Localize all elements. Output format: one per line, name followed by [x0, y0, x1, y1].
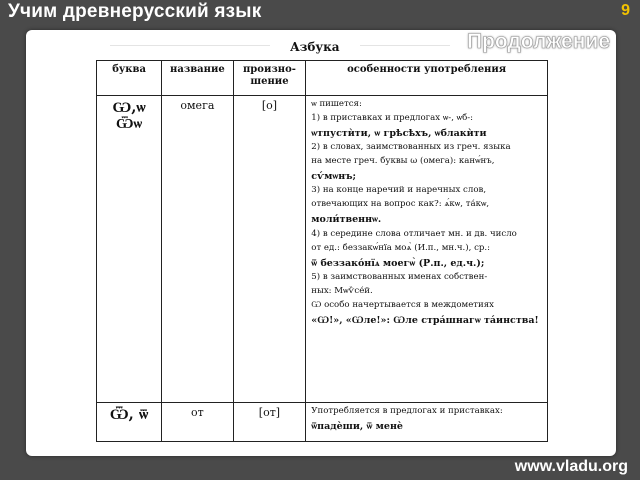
letter-cell — [97, 403, 162, 442]
usage-line: 2) в словах, заимствованных из греч. языка — [311, 142, 511, 153]
column-header-pronunciation: произно-шение — [233, 61, 306, 96]
table-row — [97, 96, 548, 403]
usage-line: Употребляется в предлогах и приставках: — [311, 406, 503, 416]
document-heading: Азбука — [290, 40, 340, 54]
page-number: 9 — [621, 2, 630, 19]
table-row — [97, 403, 548, 442]
letter-name-cell: омега — [162, 96, 234, 403]
letter-glyph: Ѿ, ѿ — [109, 405, 149, 423]
usage-cell — [306, 96, 548, 403]
usage-line: 5) в заимствованных именах собствен- — [311, 271, 488, 282]
column-header-usage: особенности употребления — [306, 61, 548, 96]
usage-line: ѿ беззако́нїѧ моегѡ̀ (Р.п., ед.ч.); — [311, 257, 485, 269]
letter-name-cell: от — [162, 403, 234, 442]
usage-line: моли́твеннѡ. — [311, 214, 382, 226]
column-header-letter: буква — [97, 61, 162, 96]
usage-line: отвечающих на вопрос как?: ѧ́кѡ, та́кѡ, — [311, 199, 490, 210]
table-header-row — [97, 61, 548, 96]
usage-line: Ѡ особо начертывается в междометиях — [311, 299, 495, 310]
site-url: www.vladu.org — [514, 458, 628, 475]
bleed-through-line — [360, 45, 450, 46]
pronunciation-cell: [о] — [233, 96, 306, 403]
bleed-through-line — [110, 45, 270, 46]
letter-glyph: Ѡ,ѡ — [112, 98, 146, 116]
usage-line: ных: Мѡѷсе́й. — [311, 285, 373, 296]
usage-line: 1) в приставках и предлогах ѡ-, ѡб-: — [311, 112, 474, 123]
pronunciation-cell: [от] — [233, 403, 306, 442]
usage-line: ѡтпустѝти, ѡ грѣсѣхъ, ѡблакѝти — [311, 127, 487, 139]
letter-variant-glyph: Ѿѡ — [115, 116, 143, 132]
continuation-label: Продолжение — [466, 30, 610, 53]
usage-cell — [306, 403, 548, 442]
alphabet-table — [96, 60, 548, 442]
usage-line: 4) в середине слова отличает мн. и дв. число — [311, 228, 517, 239]
usage-line: от ед.: беззакѡ́нїа моѧ̀ (И.п., мн.ч.), ср.: — [311, 242, 491, 253]
column-header-name: название — [162, 61, 234, 96]
usage-line: ѿпадѐши, ѿ менѐ — [311, 420, 403, 432]
usage-line: сѵ́мѡнъ; — [311, 171, 357, 183]
usage-line: ѡ пишется: — [311, 99, 362, 109]
letter-cell — [97, 96, 162, 403]
usage-line: «Ѡ!», «Ѡле!»: Ѡле стра́шнагѡ та́инства! — [311, 314, 539, 326]
usage-line: 3) на конце наречий и наречных слов, — [311, 185, 487, 196]
slide-title: Учим древнерусский язык — [8, 1, 262, 22]
usage-line: на месте греч. буквы ω (омега): канѡ́нъ, — [311, 156, 495, 167]
